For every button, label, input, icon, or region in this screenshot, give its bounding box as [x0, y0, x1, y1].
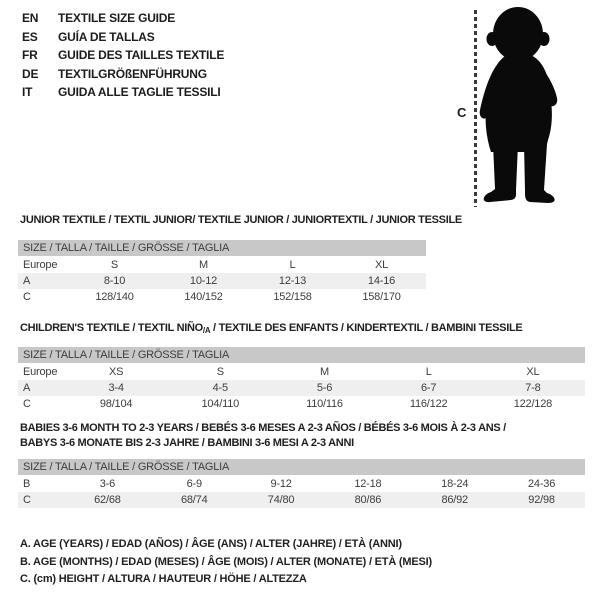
language-title: GUIDE DES TAILLES TEXTILE — [58, 48, 225, 62]
cell: 9-12 — [270, 478, 292, 490]
cell: 5-6 — [316, 382, 333, 394]
table-row-height — [18, 492, 585, 508]
cell: 4-5 — [212, 382, 228, 394]
cell: 6-7 — [421, 382, 437, 394]
cell: XL — [526, 366, 540, 378]
cell: 110/116 — [306, 398, 343, 410]
babies-title-line1: BABIES 3-6 MONTH TO 2-3 YEARS / BEBÉS 3-6 MESES A 2-3 AÑOS / BÉBÉS 3-6 MOIS À 2-3 ANS / — [20, 422, 506, 434]
note-age-months: B. AGE (MONTHS) / EDAD (MESES) / ÂGE (MOIS) / ALTER (MONATE) / ETÀ (MESI) — [20, 555, 432, 568]
language-code: IT — [22, 85, 33, 99]
table-row-age — [18, 273, 426, 289]
size-header-bar: SIZE / TALLA / TAILLE / GRÖSSE / TAGLIA — [18, 347, 585, 363]
cell: 80/86 — [354, 494, 382, 506]
cell: S — [216, 366, 224, 378]
cell: 116/122 — [409, 398, 448, 410]
cell: 14-16 — [367, 275, 396, 287]
row-label: A — [23, 275, 31, 287]
cell: L — [289, 259, 296, 271]
language-list — [22, 9, 224, 102]
cell: 62/68 — [94, 494, 121, 506]
language-code: DE — [22, 66, 39, 81]
babies-title-line2: BABYS 3-6 MONATE BIS 2-3 JAHRE / BAMBINI 3-6 MESI A 2-3 ANNI — [20, 437, 354, 449]
height-measure-label: C — [457, 105, 467, 120]
language-code: ES — [22, 29, 38, 44]
cell: 158/170 — [362, 291, 401, 303]
legend-notes — [20, 536, 432, 589]
row-label: C — [23, 398, 31, 410]
row-label: Europe — [23, 259, 58, 271]
cell: 18-24 — [441, 478, 469, 490]
cell: 92/98 — [528, 494, 555, 506]
language-title: GUÍA DE TALLAS — [58, 29, 155, 44]
row-label: C — [23, 291, 31, 303]
language-row-en — [22, 9, 224, 28]
cell: 140/152 — [184, 291, 223, 303]
cell: 104/110 — [201, 398, 240, 410]
note-height-cm: C. (cm) HEIGHT / ALTURA / HAUTEUR / HÖHE / ALTEZZA — [20, 573, 307, 585]
language-row-es — [22, 28, 224, 47]
row-label: C — [23, 494, 31, 506]
cell: S — [110, 259, 119, 271]
cell: XS — [108, 366, 124, 378]
cell: 68/74 — [180, 494, 208, 506]
cell: M — [199, 259, 208, 271]
baby-silhouette-icon — [478, 6, 574, 206]
cell: 98/104 — [99, 398, 133, 410]
cell: 3-6 — [99, 478, 116, 490]
children-size-table — [18, 347, 585, 412]
row-label: B — [23, 478, 31, 490]
size-header-bar: SIZE / TALLA / TAILLE / GRÖSSE / TAGLIA — [18, 240, 426, 256]
cell: 128/140 — [95, 291, 134, 303]
table-row-europe — [18, 257, 426, 273]
cell: 3-4 — [108, 382, 124, 394]
language-row-it — [22, 83, 224, 102]
cell: 122/128 — [513, 398, 553, 410]
children-title-text: / TEXTILE DES ENFANTS / KINDERTEXTIL / BAMBINI TESSILE — [210, 322, 523, 334]
junior-section-title: JUNIOR TEXTILE / TEXTIL JUNIOR/ TEXTILE JUNIOR / JUNIORTEXTIL / JUNIOR TESSILE — [20, 214, 462, 226]
cell: 7-8 — [525, 382, 541, 394]
cell: 8-10 — [103, 275, 126, 287]
cell: 86/92 — [441, 494, 468, 506]
language-title: TEXTILGRÖßENFÜHRUNG — [58, 66, 207, 81]
table-row-age — [18, 380, 585, 396]
cell: L — [425, 366, 432, 378]
cell: XL — [374, 259, 389, 271]
cell: M — [319, 366, 329, 378]
junior-size-table — [18, 240, 426, 305]
cell: 24-36 — [528, 478, 556, 490]
cell: 152/158 — [273, 291, 312, 303]
children-title-text: CHILDREN'S TEXTILE / TEXTIL NIÑO — [20, 322, 203, 334]
cell: 6-9 — [186, 478, 202, 490]
cell: 12-18 — [354, 478, 382, 490]
language-title: GUIDA ALLE TAGLIE TESSILI — [58, 85, 221, 99]
table-row-height — [18, 396, 585, 412]
babies-section-title — [20, 421, 506, 451]
cell: 10-12 — [189, 275, 218, 287]
row-label: Europe — [23, 366, 58, 378]
children-section-title — [20, 322, 522, 335]
table-row-age-months — [18, 476, 585, 492]
language-code: EN — [22, 11, 39, 25]
language-title: TEXTILE SIZE GUIDE — [58, 11, 176, 25]
note-age-years: A. AGE (YEARS) / EDAD (AÑOS) / ÂGE (ANS) / ALTER (JAHRE) / ETÀ (ANNI) — [20, 538, 402, 550]
children-title-subscript: /A — [202, 326, 211, 335]
size-header-bar: SIZE / TALLA / TAILLE / GRÖSSE / TAGLIA — [18, 459, 585, 475]
language-code: FR — [22, 48, 38, 62]
babies-size-table — [18, 459, 585, 508]
table-row-height — [18, 289, 426, 305]
height-measure-dashed-line — [474, 10, 477, 207]
table-row-europe — [18, 364, 585, 380]
language-row-fr — [22, 46, 224, 65]
language-row-de — [22, 65, 224, 84]
cell: 74/80 — [267, 494, 295, 506]
cell: 12-13 — [278, 275, 307, 287]
row-label: A — [23, 382, 31, 394]
